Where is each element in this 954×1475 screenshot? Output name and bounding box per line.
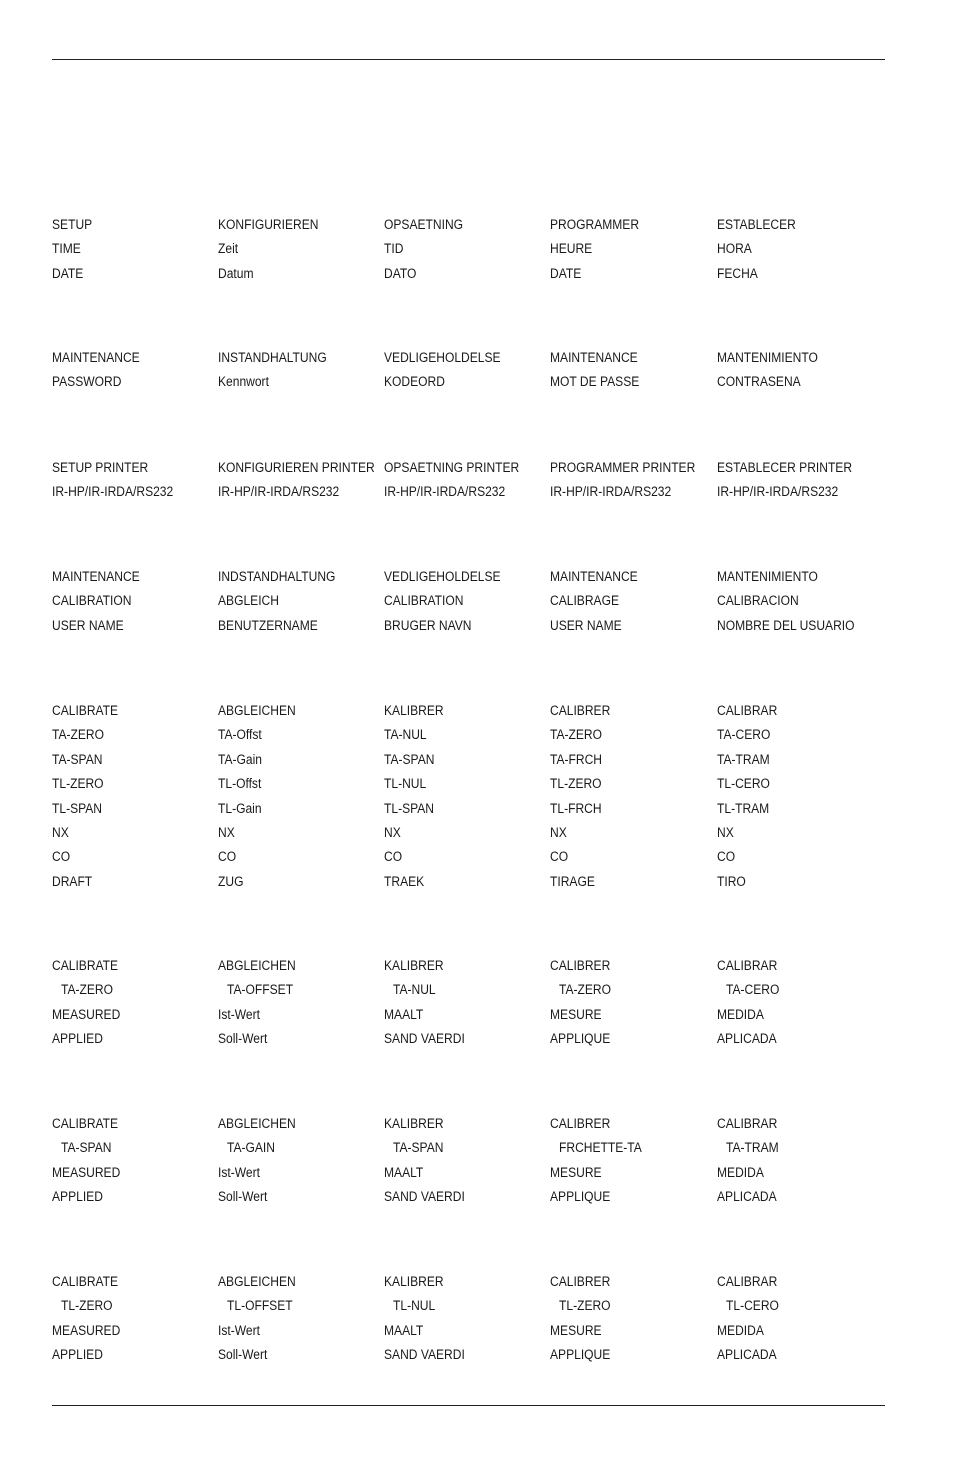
cell-german: TL-OFFSET	[227, 1298, 293, 1314]
table-row	[52, 374, 902, 398]
header-rule	[52, 59, 885, 60]
cell-german: TA-GAIN	[227, 1140, 275, 1156]
cell-spanish: IR-HP/IR-IRDA/RS232	[717, 484, 839, 500]
cell-danish: SAND VAERDI	[384, 1189, 465, 1205]
cell-english: TA-SPAN	[52, 751, 103, 767]
cell-french: TIRAGE	[550, 873, 595, 889]
cell-french: CALIBRAGE	[550, 593, 619, 609]
cell-english: CALIBRATE	[52, 703, 119, 718]
cell-english: CALIBRATE	[52, 958, 119, 973]
cell-danish: MAALT	[384, 1006, 424, 1022]
cell-english: APPLIED	[52, 1031, 103, 1047]
cell-spanish: TA-CERO	[717, 727, 771, 743]
cell-spanish: TL-CERO	[726, 1298, 779, 1314]
cell-danish: TRAEK	[384, 873, 425, 889]
cell-french: DATE	[550, 265, 582, 281]
cell-spanish: CONTRASENA	[717, 374, 801, 390]
footer-rule	[52, 1405, 885, 1406]
group-calibrate-tl-zero	[52, 1274, 902, 1372]
cell-french: MOT DE PASSE	[550, 374, 640, 390]
table-row	[52, 1140, 902, 1164]
cell-danish: KALIBRER	[384, 1116, 444, 1131]
cell-english: APPLIED	[52, 1347, 103, 1363]
cell-german: KONFIGURIEREN	[218, 217, 319, 232]
cell-german: Soll-Wert	[218, 1189, 268, 1205]
cell-spanish: CALIBRAR	[717, 958, 778, 973]
cell-german: TL-Gain	[218, 800, 262, 816]
table-row	[52, 241, 902, 265]
table-row	[52, 484, 902, 508]
cell-german: INSTANDHALTUNG	[218, 350, 327, 365]
cell-english: TL-ZERO	[52, 776, 104, 792]
cell-german: Zeit	[218, 241, 239, 257]
cell-english: MAINTENANCE	[52, 350, 140, 365]
cell-german: ABGLEICH	[218, 593, 279, 609]
table-row	[52, 776, 902, 800]
cell-english: SETUP PRINTER	[52, 460, 149, 475]
cell-spanish: ESTABLECER	[717, 217, 796, 232]
cell-french: PROGRAMMER PRINTER	[550, 460, 696, 475]
cell-german: Kennwort	[218, 374, 269, 390]
cell-english: IR-HP/IR-IRDA/RS232	[52, 484, 174, 500]
cell-english: DRAFT	[52, 873, 93, 889]
cell-french: CALIBRER	[550, 1116, 611, 1131]
cell-danish: TID	[384, 241, 404, 257]
cell-danish: BRUGER NAVN	[384, 617, 472, 633]
cell-german: Soll-Wert	[218, 1347, 268, 1363]
cell-spanish: NX	[717, 824, 734, 840]
cell-spanish: HORA	[717, 241, 752, 257]
cell-spanish: MEDIDA	[717, 1322, 764, 1338]
cell-german: Datum	[218, 265, 254, 281]
cell-danish: TL-NUL	[393, 1298, 436, 1314]
cell-danish: TA-NUL	[393, 982, 436, 998]
table-row	[52, 1031, 902, 1055]
table-row	[52, 1323, 902, 1347]
cell-german: Ist-Wert	[218, 1322, 260, 1338]
cell-french: MAINTENANCE	[550, 350, 638, 365]
cell-danish: NX	[384, 824, 401, 840]
cell-german: ABGLEICHEN	[218, 703, 296, 718]
cell-german: ABGLEICHEN	[218, 1116, 296, 1131]
cell-english: TA-ZERO	[52, 727, 105, 743]
cell-french: TA-FRCH	[550, 751, 603, 767]
cell-danish: KALIBRER	[384, 958, 444, 973]
group-calibrate-ta-zero	[52, 958, 902, 1056]
cell-danish: SAND VAERDI	[384, 1031, 465, 1047]
cell-english: TL-ZERO	[61, 1298, 113, 1314]
cell-spanish: APLICADA	[717, 1031, 777, 1047]
cell-french: IR-HP/IR-IRDA/RS232	[550, 484, 672, 500]
cell-english: TL-SPAN	[52, 800, 103, 816]
cell-danish: MAALT	[384, 1322, 424, 1338]
table-row	[52, 217, 902, 241]
cell-danish: CO	[384, 849, 403, 865]
cell-danish: TL-SPAN	[384, 800, 435, 816]
group-maintenance-calibration	[52, 569, 902, 642]
table-row	[52, 801, 902, 825]
cell-danish: SAND VAERDI	[384, 1347, 465, 1363]
cell-german: NX	[218, 824, 235, 840]
cell-danish: OPSAETNING	[384, 217, 464, 232]
cell-french: APPLIQUE	[550, 1347, 611, 1363]
cell-french: MESURE	[550, 1006, 602, 1022]
cell-french: FRCHETTE-TA	[559, 1140, 642, 1156]
table-row	[52, 1347, 902, 1371]
table-row	[52, 266, 902, 290]
cell-english: MEASURED	[52, 1322, 121, 1338]
table-row	[52, 350, 902, 374]
group-setup	[52, 217, 902, 290]
cell-spanish: NOMBRE DEL USUARIO	[717, 617, 855, 633]
table-row	[52, 593, 902, 617]
cell-spanish: CALIBRAR	[717, 1274, 778, 1289]
cell-danish: CALIBRATION	[384, 593, 464, 609]
cell-spanish: TA-CERO	[726, 982, 780, 998]
cell-french: TL-ZERO	[559, 1298, 611, 1314]
table-row	[52, 1298, 902, 1322]
table-row	[52, 460, 902, 484]
cell-french: CO	[550, 849, 569, 865]
table-row	[52, 1165, 902, 1189]
cell-spanish: TA-TRAM	[717, 751, 770, 767]
cell-spanish: CALIBRAR	[717, 1116, 778, 1131]
cell-english: CALIBRATION	[52, 593, 132, 609]
table-row	[52, 569, 902, 593]
table-row	[52, 958, 902, 982]
cell-french: PROGRAMMER	[550, 217, 640, 232]
cell-english: CO	[52, 849, 71, 865]
cell-french: HEURE	[550, 241, 593, 257]
cell-danish: TL-NUL	[384, 776, 427, 792]
table-row	[52, 1007, 902, 1031]
cell-french: TA-ZERO	[550, 727, 603, 743]
table-row	[52, 849, 902, 873]
table-row	[52, 874, 902, 898]
cell-french: NX	[550, 824, 567, 840]
cell-english: MAINTENANCE	[52, 569, 140, 584]
cell-german: INDSTANDHALTUNG	[218, 569, 336, 584]
cell-spanish: TA-TRAM	[726, 1140, 779, 1156]
cell-german: KONFIGURIEREN PRINTER	[218, 460, 375, 475]
cell-french: CALIBRER	[550, 958, 611, 973]
cell-german: ABGLEICHEN	[218, 958, 296, 973]
cell-german: Soll-Wert	[218, 1031, 268, 1047]
cell-spanish: APLICADA	[717, 1347, 777, 1363]
cell-english: MEASURED	[52, 1006, 121, 1022]
cell-french: CALIBRER	[550, 703, 611, 718]
cell-french: TA-ZERO	[559, 982, 612, 998]
table-row	[52, 703, 902, 727]
group-calibrate-ta-span	[52, 1116, 902, 1214]
cell-danish: KALIBRER	[384, 1274, 444, 1289]
cell-german: IR-HP/IR-IRDA/RS232	[218, 484, 340, 500]
cell-danish: TA-SPAN	[393, 1140, 444, 1156]
group-setup-printer	[52, 460, 902, 509]
cell-spanish: ESTABLECER PRINTER	[717, 460, 853, 475]
cell-german: CO	[218, 849, 237, 865]
cell-danish: KALIBRER	[384, 703, 444, 718]
cell-spanish: MEDIDA	[717, 1006, 764, 1022]
table-row	[52, 752, 902, 776]
cell-german: TA-Gain	[218, 751, 262, 767]
table-row	[52, 1189, 902, 1213]
cell-spanish: FECHA	[717, 265, 758, 281]
cell-german: ABGLEICHEN	[218, 1274, 296, 1289]
cell-english: DATE	[52, 265, 84, 281]
cell-danish: TA-NUL	[384, 727, 427, 743]
cell-danish: OPSAETNING PRINTER	[384, 460, 520, 475]
cell-spanish: TIRO	[717, 873, 746, 889]
cell-french: MAINTENANCE	[550, 569, 638, 584]
cell-spanish: CALIBRACION	[717, 593, 799, 609]
cell-english: MEASURED	[52, 1164, 121, 1180]
cell-danish: DATO	[384, 265, 417, 281]
table-row	[52, 1274, 902, 1298]
cell-english: CALIBRATE	[52, 1274, 119, 1289]
cell-spanish: APLICADA	[717, 1189, 777, 1205]
cell-spanish: TL-TRAM	[717, 800, 770, 816]
cell-danish: MAALT	[384, 1164, 424, 1180]
cell-english: TIME	[52, 241, 81, 257]
cell-german: Ist-Wert	[218, 1164, 260, 1180]
cell-spanish: CALIBRAR	[717, 703, 778, 718]
group-calibrate-list	[52, 703, 902, 898]
table-row	[52, 825, 902, 849]
cell-french: MESURE	[550, 1164, 602, 1180]
table-row	[52, 727, 902, 751]
cell-german: ZUG	[218, 873, 244, 889]
cell-spanish: CO	[717, 849, 736, 865]
cell-danish: TA-SPAN	[384, 751, 435, 767]
cell-french: USER NAME	[550, 617, 622, 633]
cell-spanish: TL-CERO	[717, 776, 770, 792]
cell-french: APPLIQUE	[550, 1189, 611, 1205]
cell-danish: IR-HP/IR-IRDA/RS232	[384, 484, 506, 500]
cell-english: PASSWORD	[52, 374, 122, 390]
cell-danish: KODEORD	[384, 374, 445, 390]
cell-french: APPLIQUE	[550, 1031, 611, 1047]
cell-german: TA-OFFSET	[227, 982, 294, 998]
cell-german: Ist-Wert	[218, 1006, 260, 1022]
group-maintenance-password	[52, 350, 902, 399]
cell-spanish: MANTENIMIENTO	[717, 350, 818, 365]
cell-english: APPLIED	[52, 1189, 103, 1205]
cell-german: TL-Offst	[218, 776, 262, 792]
cell-english: USER NAME	[52, 617, 124, 633]
table-row	[52, 1116, 902, 1140]
cell-spanish: MANTENIMIENTO	[717, 569, 818, 584]
table-row	[52, 982, 902, 1006]
cell-english: NX	[52, 824, 69, 840]
cell-spanish: MEDIDA	[717, 1164, 764, 1180]
cell-french: CALIBRER	[550, 1274, 611, 1289]
cell-french: TL-FRCH	[550, 800, 602, 816]
cell-german: TA-Offst	[218, 727, 262, 743]
cell-french: TL-ZERO	[550, 776, 602, 792]
cell-english: TA-ZERO	[61, 982, 114, 998]
cell-german: BENUTZERNAME	[218, 617, 318, 633]
cell-french: MESURE	[550, 1322, 602, 1338]
cell-english: SETUP	[52, 217, 93, 232]
cell-danish: VEDLIGEHOLDELSE	[384, 350, 501, 365]
cell-english: CALIBRATE	[52, 1116, 119, 1131]
cell-english: TA-SPAN	[61, 1140, 112, 1156]
table-row	[52, 618, 902, 642]
cell-danish: VEDLIGEHOLDELSE	[384, 569, 501, 584]
